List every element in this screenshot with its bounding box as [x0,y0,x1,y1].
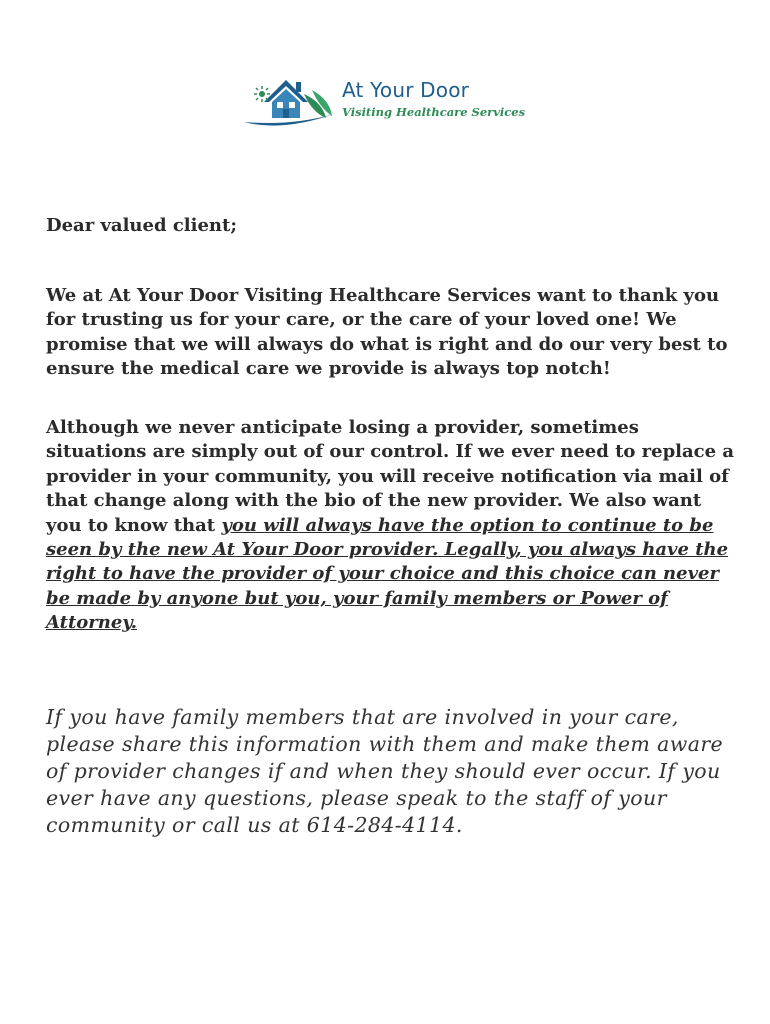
paragraph-thank-you: We at At Your Door Visiting Healthcare Services want to thank you for trusting us for your care, or the care of your loved one! We promise that we will always do what is right and do our very best to ensure the medical care we provide is always top notch! [46,285,728,380]
salutation: Dear valued client; [46,215,237,236]
logo-subtitle: Visiting Healthcare Services [342,105,526,119]
provider-choice-emphasis: you will always have the option to continue to be seen by the new At Your Door provider. Legally, you always have the right to have the provider of your choice and this choice can never be made by anyone but you, your family members or Power of Attorney. [46,514,729,634]
company-logo [242,72,542,132]
paragraph-provider-change [46,416,736,636]
paragraph-provider-change-text: Although we never anticipate losing a provider, sometimes situations are simply out of our control. If we ever need to replace a provider in your community, you will receive notification via mail of that change along with the bio of the new provider. We also want you to know that [46,417,735,536]
logo-title: At Your Door [342,78,470,102]
paragraph-family-contact: If you have family members that are involved in your care, please share this information with them and make them aware of provider changes if and when they should ever occur. If you ever have any questions, please speak to the staff of your community or call us at 614-284-4114. [46,705,724,837]
house-logo-icon [242,72,342,132]
